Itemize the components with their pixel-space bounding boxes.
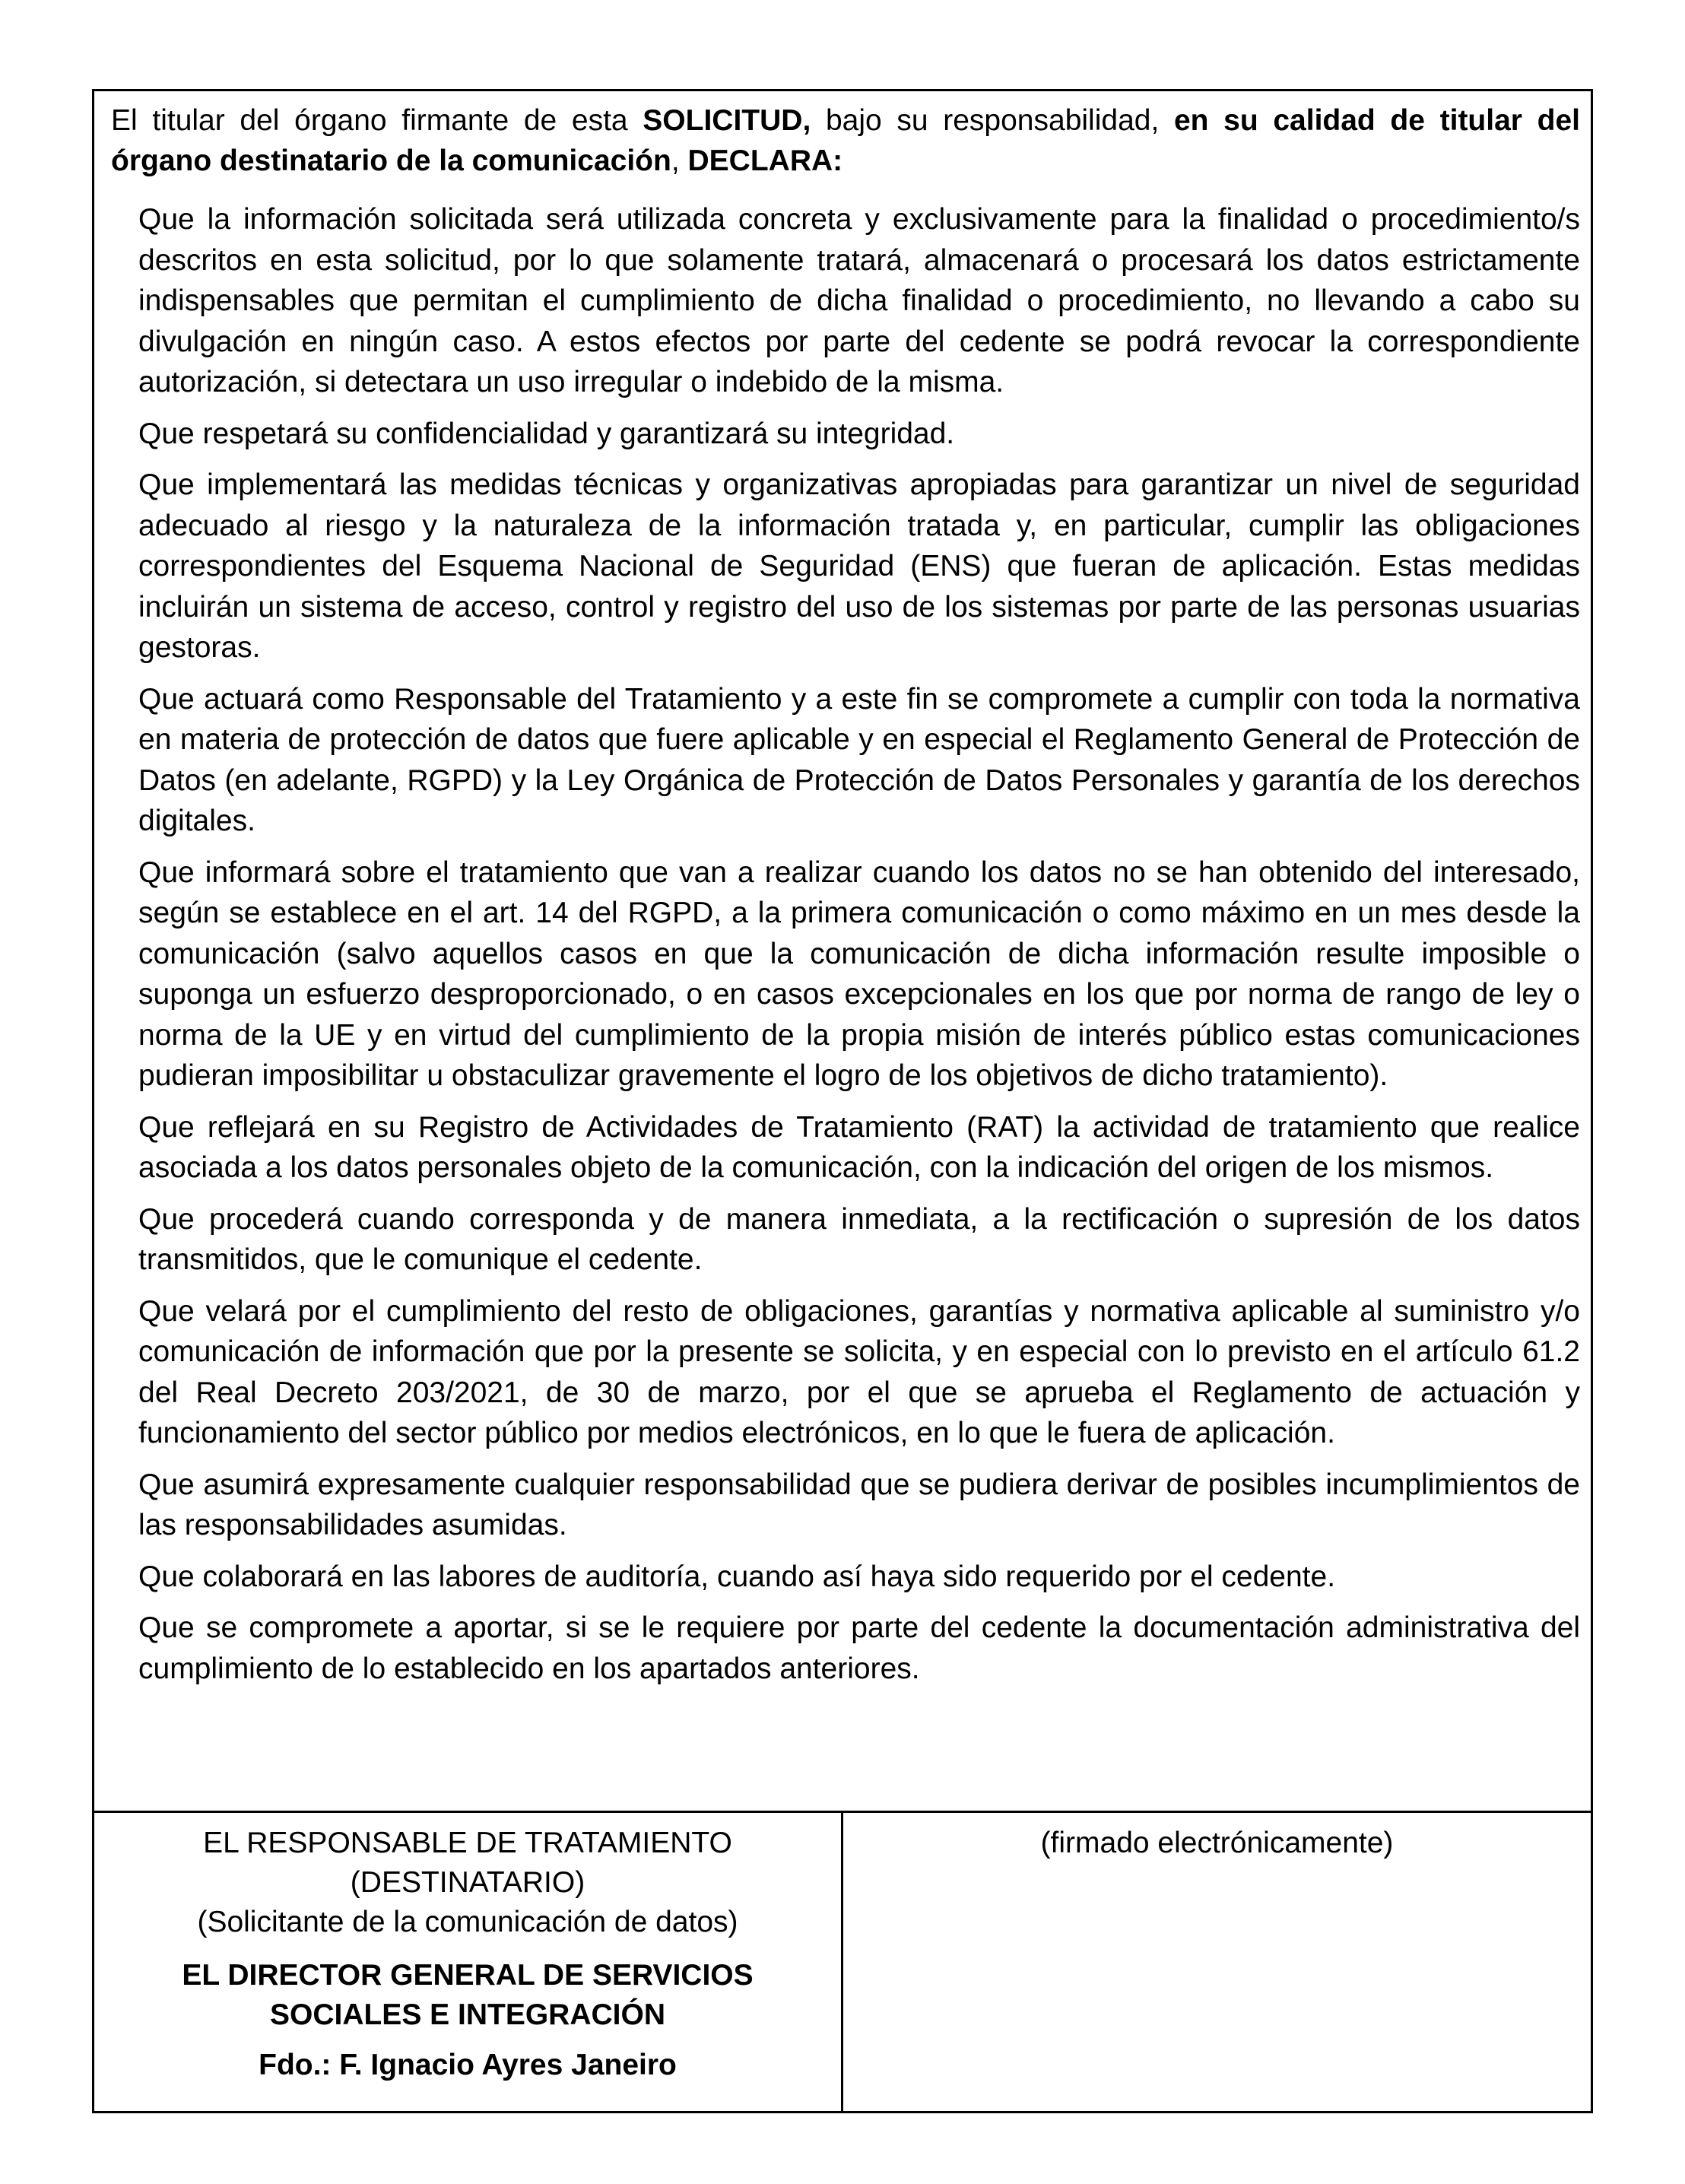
signer-role-line: (DESTINATARIO) (350, 1866, 585, 1899)
clause-registro-actividades: Que reflejará en su Registro de Actividades de Tratamiento (RAT) la actividad de tratamiento que realice asociada a los datos personales objeto de la comunicación, con la indicación del origen de los mismos. (138, 1110, 1580, 1184)
signer-role-line: EL RESPONSABLE DE TRATAMIENTO (203, 1827, 732, 1859)
intro-calidad: en su calidad de titular del órgano destinatario de la comunicación (111, 104, 1580, 177)
clause-auditoria: Que colaborará en las labores de auditoría, cuando así haya sido requerido por el cedente. (138, 1560, 1336, 1593)
clause-cumplimiento-normativa: Que velará por el cumplimiento del resto de obligaciones, garantías y normativa aplicable al suministro y/o comunicación de información que por la presente se solicita, y en especial con lo previsto en el artículo 61.2 del Real Decreto 203/2021, de 30 de marzo, por el que se aprueba el Reglamento de actuación y funcionamiento del sector público por medios electrónicos, en lo que le fuera de aplicación. (138, 1294, 1580, 1449)
intro-solicitud: SOLICITUD, (643, 104, 811, 137)
clause-rectificacion: Que procederá cuando corresponda y de manera inmediata, a la rectificación o supresión de los datos transmitidos, que le comunique el cedente. (138, 1202, 1580, 1276)
clause-documentacion: Que se compromete a aportar, si se le requiere por parte del cedente la documentación administrativa del cumplimiento de lo establecido en los apartados anteriores. (138, 1611, 1580, 1685)
clause-responsable-tratamiento: Que actuará como Responsable del Tratamiento y a este fin se compromete a cumplir con toda la normativa en materia de protección de datos que fuere aplicable y en especial el Reglamento General de Protección de Datos (en adelante, RGPD) y la Ley Orgánica de Protección de Datos Personales y garantía de los derechos digitales. (138, 682, 1580, 837)
electronic-signature-note: (firmado electrónicamente) (1040, 1827, 1394, 1859)
declaration-form (92, 89, 1593, 2113)
intro-text: El titular del órgano firmante de esta (111, 104, 643, 137)
signer-block (94, 1813, 843, 2113)
signer-name: Fdo.: F. Ignacio Ayres Janeiro (259, 2049, 677, 2081)
declaration-section (94, 91, 1591, 1813)
intro-text: bajo su responsabilidad, (811, 104, 1174, 137)
declaration-intro (111, 100, 1580, 181)
signer-title-line: SOCIALES E INTEGRACIÓN (269, 1998, 666, 2031)
clause-medidas-seguridad: Que implementará las medidas técnicas y organizativas apropiadas para garantizar un nivel de seguridad adecuado al riesgo y la naturaleza de la información tratada y, en particular, cumplir las obligaciones correspondientes del Esquema Nacional de Seguridad (ENS) que fueran de aplicación. Estas medidas incluirán un sistema de acceso, control y registro del uso de los sistemas por parte de las personas usuarias gestoras. (138, 468, 1580, 664)
signer-title-line: EL DIRECTOR GENERAL DE SERVICIOS (182, 1959, 754, 1992)
clause-uso-finalidad: Que la información solicitada será utilizada concreta y exclusivamente para la finalidad o procedimiento/s descritos en esta solicitud, por lo que solamente tratará, almacenará o procesará los datos estrictamente indispensables que permitan el cumplimiento de dicha finalidad o procedimiento, no llevando a cabo su divulgación en ningún caso. A estos efectos por parte del cedente se podrá revocar la correspondiente autorización, si detectara un uso irregular o indebido de la misma. (138, 203, 1580, 398)
clause-informacion-interesado: Que informará sobre el tratamiento que van a realizar cuando los datos no se han obtenido del interesado, según se establece en el art. 14 del RGPD, a la primera comunicación o como máximo en un mes desde la comunicación (salvo aquellos casos en que la comunicación de dicha información resulte imposible o suponga un esfuerzo desproporcionado, o en casos excepcionales en los que por norma de rango de ley o norma de la UE y en virtud del cumplimiento de la propia misión de interés público estas comunicaciones pudieran imposibilitar u obstaculizar gravemente el logro de los objetivos de dicho tratamiento). (138, 856, 1580, 1092)
electronic-signature-cell (843, 1813, 1591, 2124)
signature-row (94, 1811, 1591, 2113)
intro-text: , (671, 144, 688, 177)
intro-declara: DECLARA: (687, 144, 843, 177)
clause-responsabilidad: Que asumirá expresamente cualquier responsabilidad que se pudiera derivar de posibles incumplimientos de las responsabilidades asumidas. (138, 1468, 1580, 1541)
signer-role-line: (Solicitante de la comunicación de datos) (197, 1906, 738, 1938)
clause-confidencialidad: Que respetará su confidencialidad y garantizará su integridad. (138, 417, 955, 450)
